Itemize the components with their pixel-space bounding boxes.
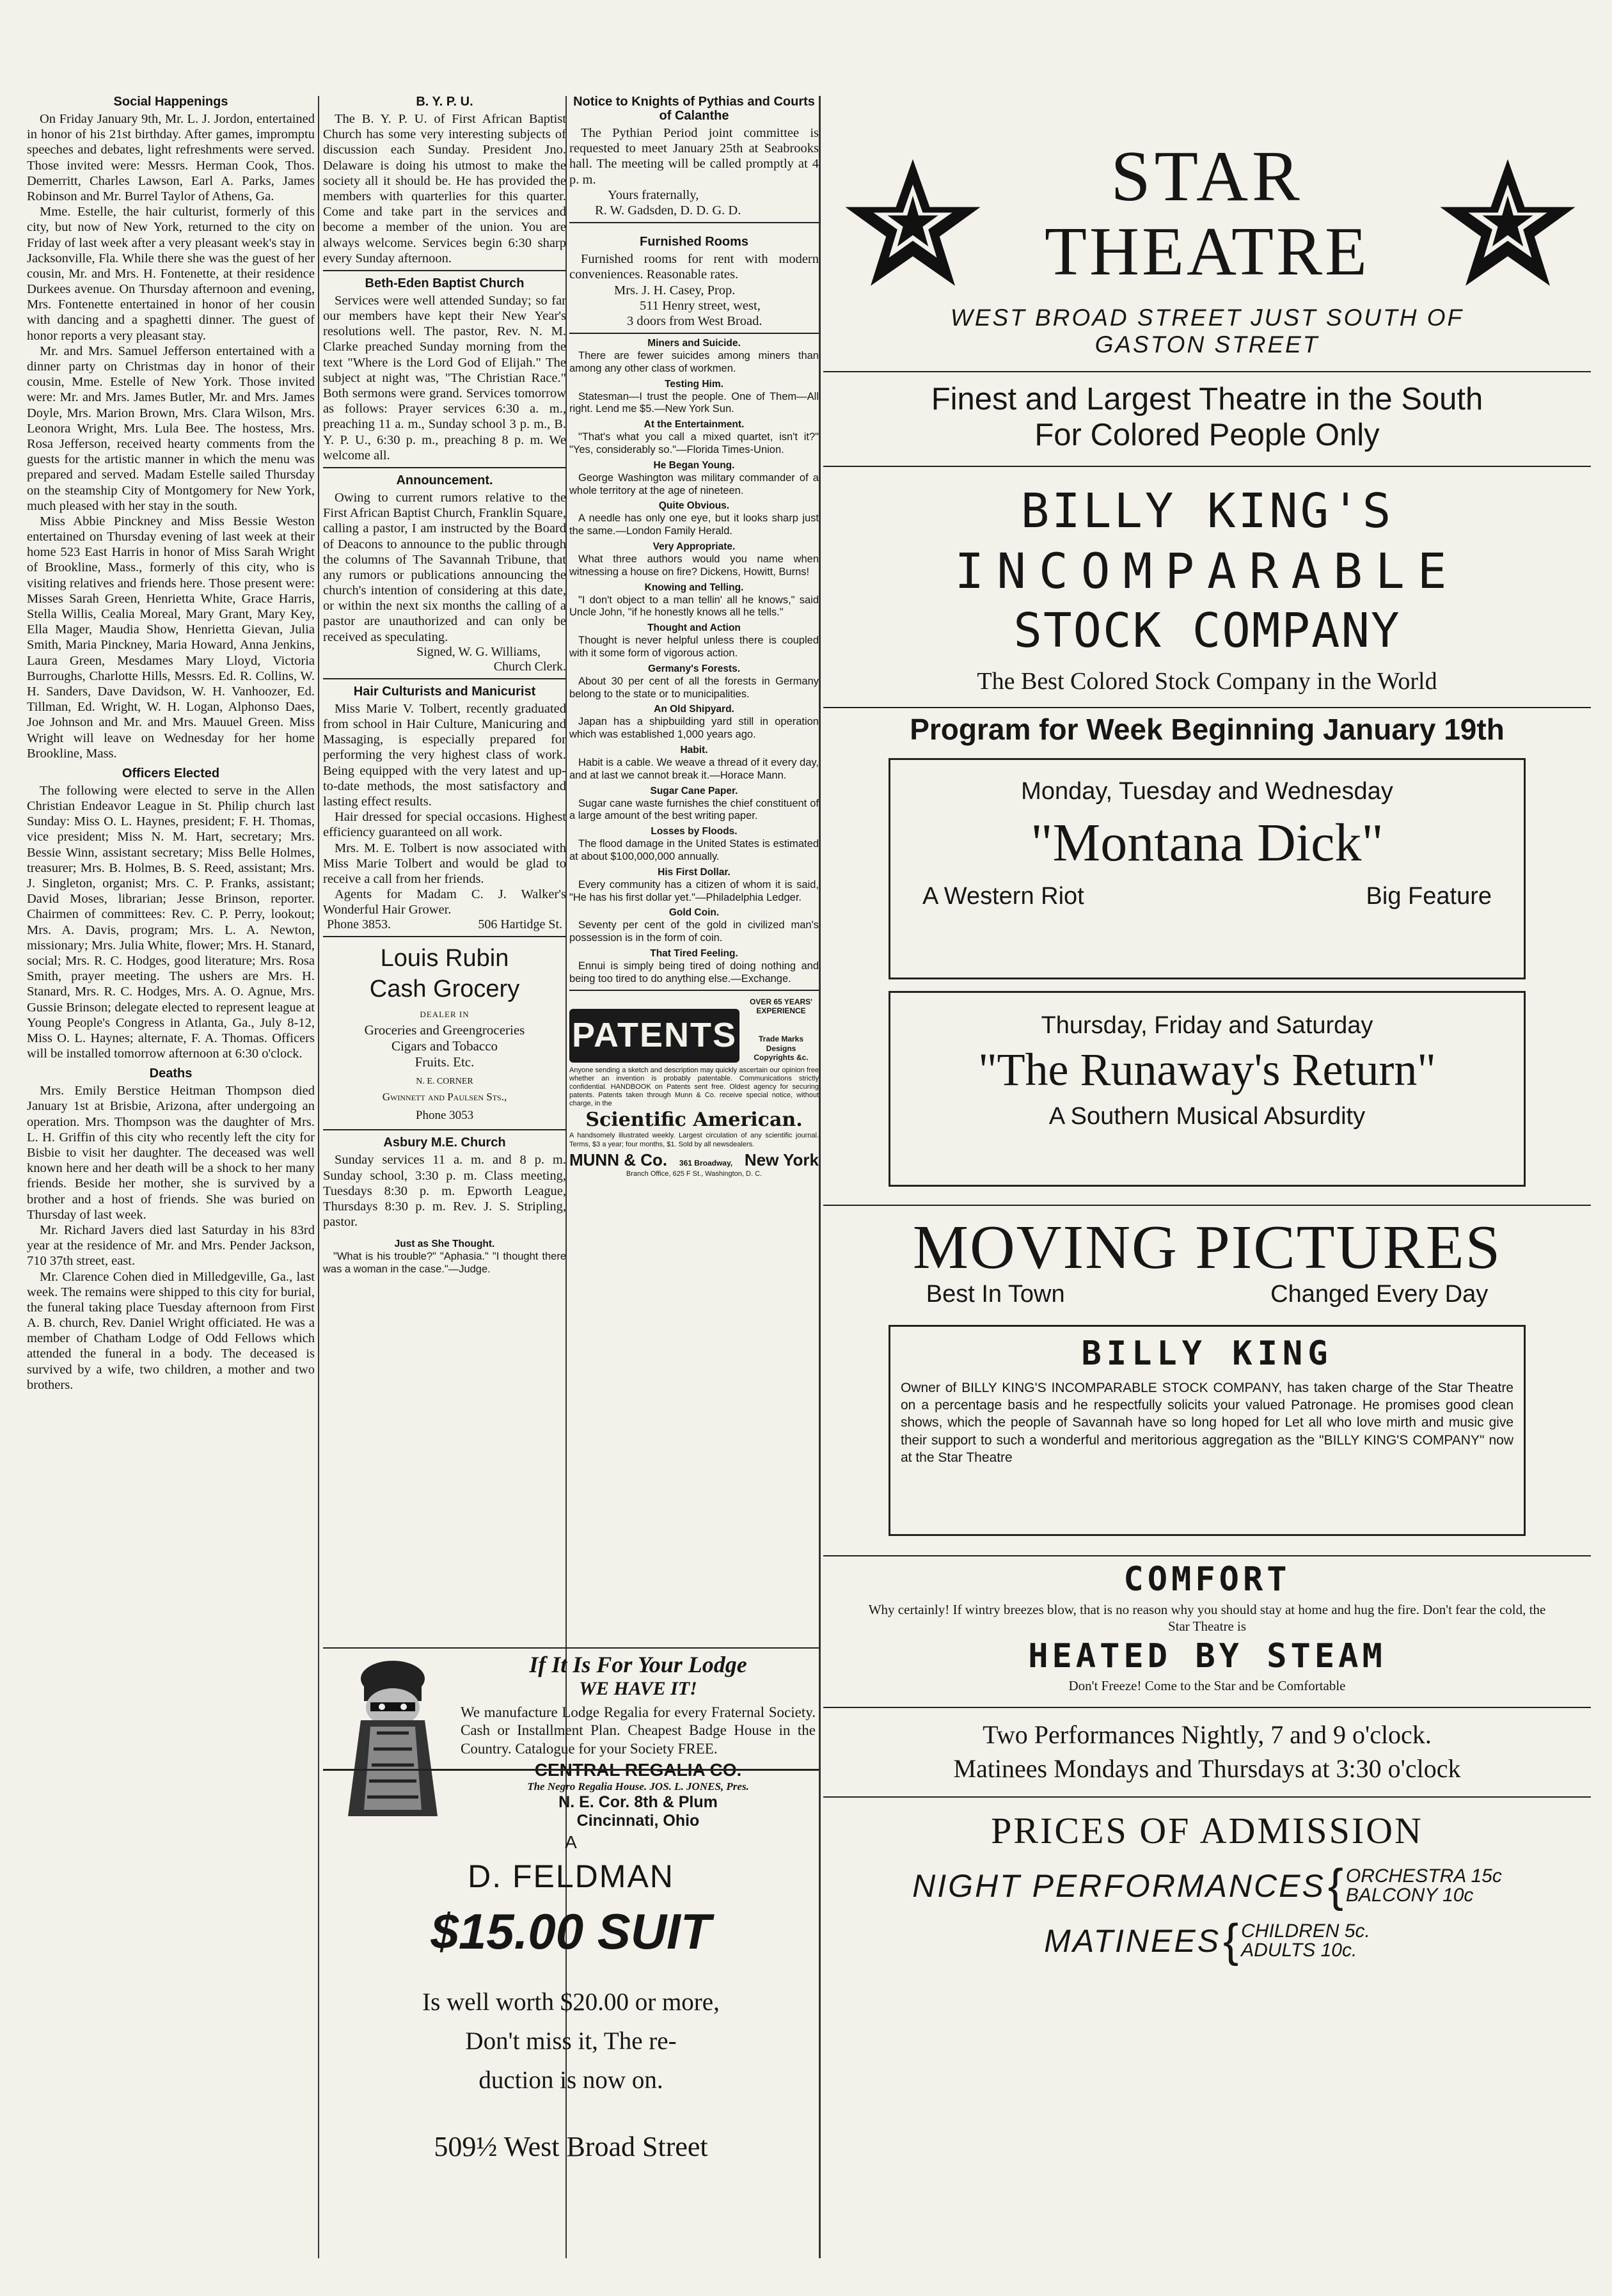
deaths-paragraph: Mrs. Emily Berstice Heitman Thompson died January 1st at Brisbie, Arizona, after undergoing an operation. Mrs. Thompson was the daughter of Mrs. L. H. Griffin of this city who recently left the city for Bisbie to visit her daughter. The deceased was well known here and her death will be a shock to her many friends. Beside her mother, she is survived by a brother and a host of friends. She was buried on Thursday of last week. <box>27 1084 315 1222</box>
hair-contact <box>323 917 566 932</box>
brief-heading: Quite Obvious. <box>658 500 730 512</box>
deaths-paragraph: Mr. Richard Javers died last Saturday in his 83rd year at the residence of Mr. and Mrs. Pender Jackson, 710 37th street, east. <box>27 1223 315 1269</box>
social-paragraph: Mr. and Mrs. Samuel Jefferson entertained with a dinner party on Christmas day in honor of their cousin, Mme. Estelle of New York. Those invited were: Mr. and Mrs. James Butler, Mr. and Mrs. James Doyle, Mrs. Marion Brown, Mrs. Clara Wilson, Mrs. Leonora Wright, Mrs. Lula Bee. The hostess, Mrs. Rosa Jefferson, received hearty comments from the guests for the artistic manner in which the menu was prepared and served. Madam Estelle sailed Thursday on the steamship City of Montgomery for New York, much pleased with her stay in the south. <box>27 344 315 513</box>
rubin-items: Fruits. Etc. <box>415 1054 475 1070</box>
bypu-paragraph: The B. Y. P. U. of First African Baptist Church has some very interesting subjects of discussion each Sunday. President Jno. Delaware is doing his utmost to make the society all it should be. He has provided the members with quarterlies for this quarter. Come and take part in the services and become a member of the union. You are always welcome. Services begin 6:30 sharp every Sunday afternoon. <box>323 112 566 265</box>
star-theatre-ad <box>823 90 1591 2265</box>
brief-text: Sugar cane waste furnishes the chief constituent of a large amount of the best writing paper. <box>569 797 819 822</box>
divider <box>323 270 566 271</box>
patents-copyrights: Copyrights &c. <box>754 1053 809 1063</box>
brief-heading: Very Appropriate. <box>652 541 736 553</box>
billy-king-title: BILLY KING <box>1081 1334 1333 1373</box>
kp-heading: Notice to Knights of Pythias and Courts of Calanthe <box>573 95 815 123</box>
officers-paragraph: The following were elected to serve in the Allen Christian Endeavor League in St. Philip church last Sunday: Miss O. L. Haynes, president; F. H. Thomas, vice president; Miss N. M. Hart, secretary; Mrs. Bessie Winn, assistant secretary; Miss Belle Holmes, treasurer; Mrs. B. Holmes, B. S. Reed, assistant; Mrs. J. Singleton, organist; Mrs. C. P. Franks, assistant; David Moses, librarian; Jesse Brinson, reporter. Chairmen of committees: Rev. C. P. Perry, lookout; Mrs. A. Davis, program; Mrs. L. A. Newton, missionary; Mrs. Julia White, flower; Mrs. H. Stanard, social; Mrs. R. C. Hodges, good literature; Mrs. Rosa Smith, prayer meeting. The ushers are Mrs. H. Stanard, Mrs. R. C. Hodges, Mrs. A. O. Agnue, Mrs. Gussie Brinson; delegate elected to represent league at Young People's Congress in Atlanta, Ga., July 8-12, Miss O. L. Haynes; alternate, F. A. Thomas. Officers will be installed tomorrow afternoon at 6:30 o'clock. <box>27 783 315 1061</box>
runaway-box <box>889 991 1526 1187</box>
hair-address: 506 Hartidge St. <box>478 917 562 932</box>
column-1 <box>27 90 315 2265</box>
brief-heading: Miners and Suicide. <box>647 338 741 349</box>
brief-text: Ennui is simply being tired of doing nothing and being too tired to do anything else.—Exchange. <box>569 960 819 985</box>
brief-heading: Gold Coin. <box>668 907 720 919</box>
divider <box>823 466 1591 467</box>
matinee-row <box>823 1915 1591 1967</box>
incomparable: INCOMPARABLE <box>954 542 1460 599</box>
heated-by-steam: HEATED BY STEAM <box>1028 1637 1386 1676</box>
officers-heading: Officers Elected <box>122 766 220 780</box>
patents-badge <box>569 1009 739 1063</box>
comfort-heading: COMFORT <box>1123 1560 1291 1599</box>
matinees-label: MATINEES <box>1044 1923 1221 1960</box>
feldman-address: 509½ West Broad Street <box>434 2131 708 2162</box>
kp-signature: Yours fraternally, <box>608 187 699 202</box>
column-rule <box>318 96 319 2258</box>
matinee-prices <box>1241 1922 1370 1960</box>
montana-box <box>889 758 1526 979</box>
hair-heading: Hair Culturists and Manicurist <box>353 684 536 699</box>
feldman-line: Is well worth $20.00 or more, <box>422 1988 720 2016</box>
announcement-signature: Signed, W. G. Williams, <box>416 644 541 659</box>
brief-text: Thought is never helpful unless there is coupled with it some form of vigorous action. <box>569 635 819 660</box>
rubin-items: Cigars and Tobacco <box>391 1038 498 1054</box>
divider <box>823 371 1591 372</box>
two-performances: Two Performances Nightly, 7 and 9 o'clock. <box>983 1720 1432 1750</box>
brief-heading: His First Dollar. <box>658 866 731 878</box>
hair-paragraph: Mrs. M. E. Tolbert is now associated with Miss Marie Tolbert and would be glad to receive a call from her friends. <box>323 841 566 886</box>
deaths-heading: Deaths <box>149 1066 193 1081</box>
munn-branch: Branch Office, 625 F St., Washington, D. C. <box>626 1169 763 1178</box>
asbury-paragraph: Sunday services 11 a. m. and 8 p. m. Sunday school, 3:30 p. m. Class meeting, Tuesdays 8:30 p. m. Epworth League, Thursdays 8:30 p. m. Rev. J. S. Stripling, pastor. <box>323 1153 566 1230</box>
regalia-company: CENTRAL REGALIA CO. <box>534 1759 742 1780</box>
brief-heading: Knowing and Telling. <box>644 582 744 593</box>
theatre-star-word: STAR <box>1110 137 1304 216</box>
brief-text: There are fewer suicides among miners than among any other class of workmen. <box>569 350 819 374</box>
feldman-suit: $15.00 SUIT <box>431 1903 711 1960</box>
patents-side <box>743 997 819 1063</box>
thought-paragraph: "What is his trouble?" "Aphasia." "I thought there was a woman in the case."—Judge. <box>323 1251 566 1276</box>
scientific-american: Scientific American. <box>585 1109 803 1132</box>
announcement-paragraph: Owing to current rumors relative to the First African Baptist Church, Franklin Square, calling a pastor, I am instructed by the Board of Deacons to announce to the public through the columns of The Savannah Tribune, that any rumors or publications announcing the church's intention of considering at this date, or within the next six months the calling of a pastor are unauthorized and can only be received as speculating. <box>323 490 566 644</box>
best-colored: The Best Colored Stock Company in the World <box>977 668 1437 695</box>
moving-pictures: MOVING PICTURES <box>912 1213 1502 1282</box>
divider <box>569 990 819 991</box>
brief-heading: Germany's Forests. <box>647 663 741 674</box>
regalia-tag: The Negro Regalia House. JOS. L. JONES, Pres. <box>527 1780 749 1793</box>
rubin-phone: Phone 3053 <box>415 1109 474 1123</box>
brief-heading: An Old Shipyard. <box>654 704 734 715</box>
divider <box>823 1707 1591 1708</box>
brief-heading: Habit. <box>680 745 708 756</box>
brace: { <box>1223 1915 1239 1967</box>
billy-king-box <box>889 1325 1526 1536</box>
patents-top: EXPERIENCE <box>756 1006 806 1015</box>
children-price: CHILDREN 5c. <box>1241 1920 1370 1942</box>
rooms-signature: 511 Henry street, west, <box>640 298 761 313</box>
orchestra-price: ORCHESTRA 15c <box>1345 1865 1502 1887</box>
theatre-word: THEATRE <box>1045 214 1370 290</box>
billy-kings: BILLY KING'S <box>1020 484 1394 539</box>
night-prices <box>1346 1867 1502 1905</box>
brief-text: About 30 per cent of all the forests in Germany belong to the state or to municipalities. <box>569 675 819 700</box>
brief-text: The flood damage in the United States is estimated at about $100,000,000 annually. <box>569 838 819 862</box>
changed-every-day: Changed Every Day <box>1270 1280 1489 1308</box>
rooms-signature: 3 doors from West Broad. <box>627 313 763 328</box>
patents-top: OVER 65 YEARS' <box>750 997 813 1006</box>
dont-freeze: Don't Freeze! Come to the Star and be Comfortable <box>1068 1678 1346 1694</box>
best-in-town: Best In Town <box>926 1280 1065 1308</box>
moving-sub <box>823 1281 1591 1308</box>
bypu-heading: B. Y. P. U. <box>416 95 473 109</box>
patents-body: A handsomely illustrated weekly. Largest circulation of any scientific journal. Terms, $3 a year; four months, $1. Sold by all newsdealers. <box>569 1132 819 1148</box>
brief-items <box>569 338 819 986</box>
patents-trademarks: Trade Marks <box>758 1034 804 1044</box>
feldman-name: D. FELDMAN <box>468 1858 674 1894</box>
rooms-paragraph: Furnished rooms for rent with modern conveniences. Reasonable rates. <box>569 252 819 282</box>
brief-heading: That Tired Feeling. <box>650 947 738 959</box>
runaway-title: "The Runaway's Return" <box>978 1044 1436 1095</box>
feldman-a: A <box>565 1832 577 1852</box>
brief-heading: Losses by Floods. <box>651 826 738 837</box>
patents-word: PATENTS <box>572 1015 738 1054</box>
deaths-paragraph: Mr. Clarence Cohen died in Milledgeville, Ga., last week. The remains were shipped to this city for burial, the funeral taking place Tuesday afternoon from First A. B. church, Rev. Daniel Wright officiated. He was a member of Chatham Lodge of Odd Fellows which attended the funeral in a body. The deceased is survived by a wife, two children, a mother and two brothers. <box>27 1269 315 1392</box>
patents-designs: Designs <box>766 1043 796 1053</box>
western-riot: A Western Riot <box>922 883 1084 910</box>
thought-heading: Just as She Thought. <box>394 1239 495 1250</box>
night-row <box>823 1860 1591 1912</box>
munn-name: MUNN & Co. <box>569 1150 668 1169</box>
finest-line: Finest and Largest Theatre in the South <box>931 382 1483 416</box>
munn-line <box>569 1150 819 1170</box>
social-paragraph: On Friday January 9th, Mr. L. J. Jordon, entertained in honor of his 21st birthday. After games, impromptu speeches and debates, light refreshments were served. Those invited were: Messrs. Herman Cook, Thos. Demerritt, Charles Lawson, Earl A. Parks, James Robinson and Mr. Burrel Taylor of Athens, Ga. <box>27 112 315 203</box>
feldman-line: duction is now on. <box>478 2066 663 2094</box>
regalia-city: Cincinnati, Ohio <box>576 1811 700 1830</box>
rooms-heading: Furnished Rooms <box>639 235 748 249</box>
feldman-ad <box>323 1769 819 2295</box>
comfort-body: Why certainly! If wintry breezes blow, that is no reason why you should stay at home and hug the fire. Don't fear the cold, the Star Theatre is <box>868 1601 1546 1635</box>
divider <box>323 467 566 468</box>
montana-title: "Montana Dick" <box>1031 813 1384 873</box>
prices-heading: PRICES OF ADMISSION <box>991 1810 1423 1852</box>
kp-paragraph: The Pythian Period joint committee is requested to meet January 25th at Seabrooks hall. The meeting will be called promptly at 4 p. m. <box>569 126 819 187</box>
brief-text: George Washington was military commander of a whole territory at the age of nineteen. <box>569 471 819 496</box>
kp-signature: R. W. Gadsden, D. D. G. D. <box>595 203 741 218</box>
brief-text: "That's what you call a mixed quartet, isn't it?" "Yes, considerably so."—Florida Times-Union. <box>569 431 819 456</box>
divider <box>569 222 819 223</box>
brief-text: Habit is a cable. We weave a thread of it every day, and at last we cannot break it.—Horace Mann. <box>569 757 819 781</box>
big-feature: Big Feature <box>1366 883 1492 910</box>
night-performances: NIGHT PERFORMANCES <box>912 1868 1325 1904</box>
brief-text: Every community has a citizen of whom it is said, "He has his first dollar yet."—Philadelphia Ledger. <box>569 878 819 903</box>
divider <box>823 1796 1591 1798</box>
stock-company: STOCK COMPANY <box>1013 603 1401 658</box>
social-heading: Social Happenings <box>113 95 228 109</box>
regalia-address: N. E. Cor. 8th & Plum <box>558 1793 718 1811</box>
asbury-heading: Asbury M.E. Church <box>383 1136 506 1150</box>
program-heading: Program for Week Beginning January 19th <box>910 713 1505 746</box>
brief-text: "I don't object to a man tellin' all he knows," said Uncle John, "if he honestly knows all he tells." <box>569 594 819 619</box>
brief-text: What three authors would you name when witnessing a house on fire? Dickens, Howitt, Burns! <box>569 553 819 578</box>
feldman-line: Don't miss it, The re- <box>465 2027 677 2055</box>
montana-sub <box>897 883 1517 910</box>
divider <box>569 333 819 334</box>
rubin-ad <box>323 941 566 1125</box>
brief-text: Japan has a shipbuilding yard still in operation which was established 1,000 years ago. <box>569 716 819 741</box>
social-paragraph: Miss Abbie Pinckney and Miss Bessie Weston entertained on Thursday evening of last week at their home 523 East Harris in honor of Miss Sarah Wright of Brookline, Mass., formerly of this city, who is visiting relatives and friends here. Those present were: Misses Sarah Green, Henrietta White, Grace Harris, Stella Willis, Cealia Moreal, Mary Grant, Mary Key, Ella Mager, Maudia Show, Henrietta Gievan, Julia Smith, Maria Pinckney, Maria Howard, Anna Jenkins, Laura Green, Mesdames Mary Lloyd, Victoria Burroughs, Charlotte Hills, Messrs. Ed. R. Collins, W. H. Sanders, Dave Davidson, W. H. Vanhoozer, Ed. Tillman, Ed. Wright, W. H. Logan, Alphonso Daes, Joe Johnson and Mr. and Mrs. Mauuel Green. Miss Wright will leave on Wednesday for her home Brookline, Mass. <box>27 514 315 761</box>
rubin-corner: N. E. CORNER <box>416 1077 473 1087</box>
rubin-streets: Gwinnett and Paulsen Sts., <box>382 1091 507 1104</box>
column-rule <box>819 96 821 2258</box>
brief-heading: He Began Young. <box>653 459 735 471</box>
theatre-location: GASTON STREET <box>1094 331 1320 358</box>
divider <box>323 678 566 679</box>
munn-address: 361 Broadway, <box>679 1158 733 1168</box>
divider <box>823 707 1591 708</box>
hair-paragraph: Hair dressed for special occasions. Highest efficiency guaranteed on all work. <box>323 810 566 840</box>
social-paragraph: Mme. Estelle, the hair culturist, formerly of this city, but now of New York, returned to the city on Friday of last week after a very pleasant week's stay in Jacksonville, Fla. While there she was the guest of her cousin, Mr. and Mrs. H. Fontenette, at their residence Durkees avenue. On Thursday afternoon and evening, Mrs. Fontenette entertained in honor of her cousin with dancing and a spaghetti dinner. The guest of honor reports a very pleasant stay. <box>27 205 315 343</box>
brief-heading: At the Entertainment. <box>644 419 745 431</box>
hair-phone: Phone 3853. <box>327 917 391 932</box>
announcement-signature: Church Clerk. <box>493 659 566 674</box>
patents-body: Anyone sending a sketch and description may quickly ascertain our opinion free whether an invention is probably patentable. Communications strictly confidential. HANDBOOK on Patents sent free. Oldest agency for securing patents. Patents taken through Munn & Co. receive special notice, without charge, in the <box>569 1066 819 1108</box>
finest-line: For Colored People Only <box>1034 418 1380 452</box>
brief-heading: Testing Him. <box>665 378 723 390</box>
brief-text: Seventy per cent of the gold in civilized man's possession is in the form of coin. <box>569 919 819 944</box>
beth-paragraph: Services were well attended Sunday; so far our members have kept their New Year's resolutions well. The pastor, Rev. N. M. Clarke preached Sunday morning from the text "Where is the Lord God of Elijah." The subject at night was, "The Christian Race." Both sermons were grand. Services tomorrow as follows: Prayer services 6:30 a. m., preaching 11 a. m., Sunday school 3 p. m., B. Y. P. U., 6:30 p. m., preaching 8 p. m. We welcome all. <box>323 293 566 463</box>
divider <box>323 1129 566 1130</box>
hair-paragraph: Agents for Madam C. J. Walker's Wonderful Hair Grower. <box>323 887 566 917</box>
regalia-body: We manufacture Lodge Regalia for every Fraternal Society. Cash or Installment Plan. Cheapest Badge House in the Country. Catalogue for your Society FREE. <box>461 1704 816 1757</box>
rubin-items: Groceries and Greengroceries <box>364 1022 525 1038</box>
mtw-line: Monday, Tuesday and Wednesday <box>1021 778 1393 805</box>
brief-heading: Sugar Cane Paper. <box>650 785 738 796</box>
brace: { <box>1327 1860 1343 1912</box>
patents-ad <box>569 995 819 1065</box>
regalia-ad <box>323 1647 819 1830</box>
rubin-sub: Cash Grocery <box>369 975 520 1002</box>
brief-text: Statesman—I trust the people. One of Them—All right. Lend me $5.—New York Sun. <box>569 390 819 415</box>
munn-city: New York <box>744 1150 819 1169</box>
billy-king-body: Owner of BILLY KING'S INCOMPARABLE STOCK COMPANY, has taken charge of the Star Theatre on a percentage basis and he respectfully solicits your valued Patronage. He promises good clean shows, which the people of Savannah have so long hoped for Let all who love mirth and music give their support to such a wonderful and meritorious aggregation as the "BILLY KING'S COMPANY" now at the Star Theatre <box>901 1380 1513 1466</box>
announcement-heading: Announcement. <box>396 473 493 487</box>
rooms-signature: Mrs. J. H. Casey, Prop. <box>614 283 736 297</box>
regalia-sub: WE HAVE IT! <box>579 1677 697 1699</box>
divider <box>823 1555 1591 1556</box>
adults-price: ADULTS 10c. <box>1241 1940 1357 1961</box>
tfs-line: Thursday, Friday and Saturday <box>1041 1012 1373 1039</box>
rubin-dealer: DEALER IN <box>420 1009 470 1020</box>
regalia-headline: If It Is For Your Lodge <box>529 1652 747 1677</box>
matinees-line: Matinees Mondays and Thursdays at 3:30 o'clock <box>953 1754 1461 1784</box>
theatre-location: WEST BROAD STREET JUST SOUTH OF <box>950 305 1464 331</box>
brief-text: A needle has only one eye, but it looks sharp just the same.—London Family Herald. <box>569 512 819 537</box>
beth-heading: Beth-Eden Baptist Church <box>365 276 525 290</box>
balcony-price: BALCONY 10c <box>1345 1885 1474 1906</box>
southern-line: A Southern Musical Absurdity <box>1048 1103 1366 1130</box>
brief-heading: Thought and Action <box>647 622 741 634</box>
theatre-header <box>823 137 1591 301</box>
divider <box>323 936 566 937</box>
hair-paragraph: Miss Marie V. Tolbert, recently graduated from school in Hair Culture, Manicuring and Massaging, is especially prepared for performing the very highest class of work. Being equipped with the very latest and up-to-date methods, the most satisfactory and lasting effect results. <box>323 701 566 809</box>
divider <box>823 1205 1591 1206</box>
rubin-name: Louis Rubin <box>380 945 509 972</box>
